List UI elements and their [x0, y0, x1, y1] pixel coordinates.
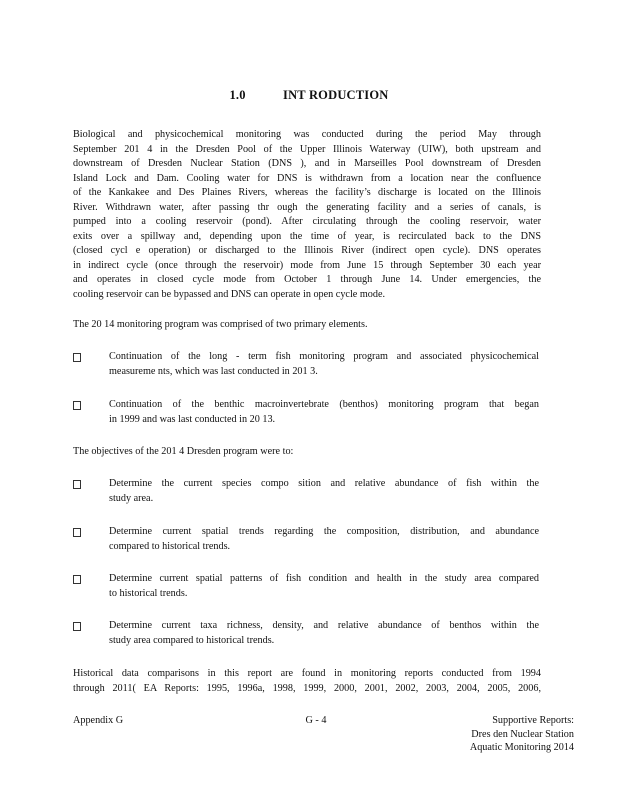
text-line: Determine the current species compo sition and relative abundance of fish within the: [109, 478, 539, 489]
historical-paragraph: [73, 667, 541, 696]
footer-appendix: Appendix G: [73, 715, 124, 726]
text-line: exits over a spillway and, depending upon the time of year, is recirculated back to the DNS: [73, 230, 541, 242]
intro-paragraph: [73, 128, 541, 302]
section-title: INT RODUCTION: [283, 88, 389, 102]
footer-line: Dres den Nuclear Station: [471, 728, 574, 740]
text-line: to historical trends.: [109, 587, 188, 599]
text-line: Determine current taxa richness, density, and relative abundance of benthos within the: [109, 620, 539, 631]
text-line: Historical data comparisons in this report are found in monitoring reports conducted from 1994: [73, 668, 541, 679]
text-line: pumped into a cooling reservoir (pond). After circulating through the cooling reservoir, water: [73, 216, 541, 227]
objectives-intro-text: The objectives of the 201 4 Dresden program were to:: [73, 446, 294, 457]
text-line: Continuation of the benthic macroinvertebrate (benthos) monitoring program that began: [109, 399, 539, 410]
bullet-box-icon: [73, 622, 81, 631]
footer-line: Aquatic Monitoring 2014: [469, 742, 574, 753]
text-line: Island Lock and Dam. Cooling water for DNS is withdrawn from a location near the confluence: [73, 172, 541, 184]
objectives-intro: [73, 445, 541, 460]
program-intro: [73, 318, 541, 333]
program-intro-text: The 20 14 monitoring program was comprised of two primary elements.: [73, 319, 368, 330]
bullet-box-icon: [73, 480, 81, 489]
text-line: Determine current spatial trends regarding the composition, distribution, and abundance: [109, 526, 539, 537]
text-line: September 201 4 in the Dresden Pool of the Upper Illinois Waterway (UIW), both upstream and: [73, 143, 541, 155]
text-line: in 1999 and was last conducted in 20 13.: [109, 413, 276, 425]
text-line: Continuation of the long - term fish monitoring program and associated physicochemical: [109, 351, 539, 362]
text-line: through 2011( EA Reports: 1995, 1996a, 1998, 1999, 2000, 2001, 2002, 2003, 2004, 2005, 2006,: [73, 682, 541, 694]
footer-line: Supportive Reports:: [492, 715, 574, 726]
text-line: measureme nts, which was last conducted in 201 3.: [109, 365, 318, 377]
text-line: of the Kankakee and Des Plaines Rivers, whereas the facility’s discharge is located on the Illinois: [73, 187, 541, 198]
bullet-box-icon: [73, 575, 81, 584]
section-number: 1.0: [229, 88, 246, 102]
text-line: Determine current spatial patterns of fish condition and health in the study area compared: [109, 573, 539, 584]
bullet-box-icon: [73, 353, 81, 362]
text-line: downstream of Dresden Nuclear Station (DNS ), and in Marseilles Pool downstream of Dresden: [73, 158, 541, 169]
bullet-box-icon: [73, 528, 81, 537]
text-line: study area compared to historical trends.: [109, 634, 275, 646]
text-line: compared to historical trends.: [109, 540, 231, 552]
text-line: and operates in closed cycle mode from October 1 through June 14. Under emergencies, the: [73, 274, 541, 285]
text-line: cooling reservoir can be bypassed and DNS can operate in open cycle mode.: [73, 288, 386, 300]
footer-report-info: [470, 714, 574, 755]
text-line: River. Withdrawn water, after passing thr ough the generating facility and a series of canals, is: [73, 201, 541, 213]
text-line: in indirect cycle (once through the reservoir) mode from June 15 through September 30 each year: [73, 259, 541, 271]
text-line: Biological and physicochemical monitoring was conducted during the period May through: [73, 129, 541, 140]
section-heading: [0, 88, 618, 103]
bullet-box-icon: [73, 401, 81, 410]
text-line: study area.: [109, 492, 154, 504]
footer-page-number: G - 4: [305, 715, 327, 726]
text-line: (closed cycl e operation) or discharged to the Illinois River (indirect open cycle). DNS operates: [73, 245, 541, 256]
